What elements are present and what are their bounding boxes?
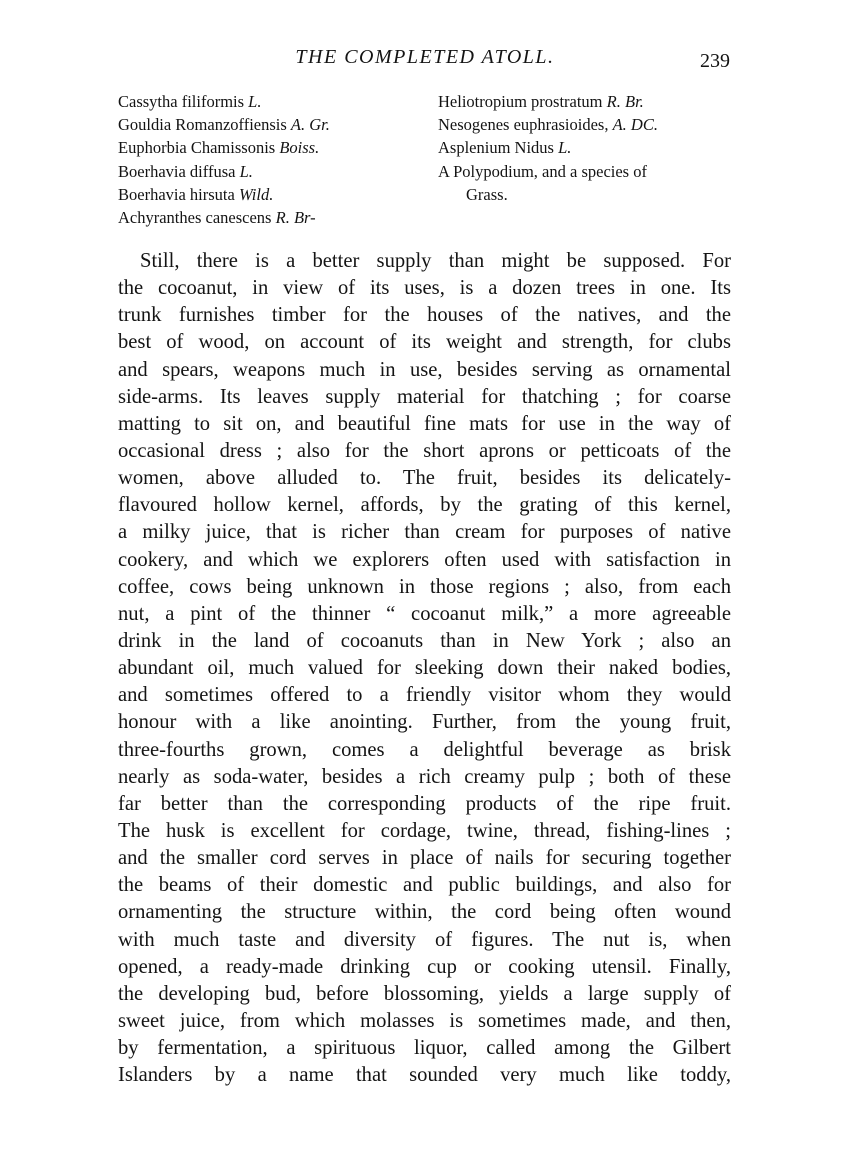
text-line: drink in the land of cocoanuts than in New York ; also an	[118, 629, 731, 652]
text-line: nearly as soda-water, besides a rich creamy pulp ; both of these	[118, 765, 731, 788]
plant-entry	[118, 90, 428, 113]
text-line: opened, a ready-made drinking cup or cooking utensil. Finally,	[118, 955, 731, 978]
page-number: 239	[700, 50, 730, 72]
text-line: side-arms. Its leaves supply material for thatching ; for coarse	[118, 385, 731, 408]
text-line: ornamenting the structure within, the cord being often wound	[118, 901, 731, 924]
plant-entry	[118, 113, 428, 136]
plant-entry	[118, 206, 428, 229]
text-line: far better than the corresponding products of the ripe fruit.	[118, 792, 731, 815]
plant-authority: L.	[558, 138, 572, 158]
text-line: Islanders by a name that sounded very much like toddy,	[118, 1064, 731, 1087]
plant-entry	[118, 136, 428, 159]
plant-name: Euphorbia Chamissonis	[118, 138, 276, 158]
plant-name: Grass.	[466, 184, 508, 204]
plant-entry	[118, 160, 428, 183]
text-line: The husk is excellent for cordage, twine, thread, fishing-lines ;	[118, 819, 731, 842]
page-header	[0, 46, 850, 76]
text-line: best of wood, on account of its weight and strength, for clubs	[118, 331, 731, 354]
text-line: with much taste and diversity of figures. The nut is, when	[118, 928, 731, 951]
plant-name: Achyranthes canescens	[118, 208, 272, 228]
plant-entry	[438, 136, 738, 159]
text-line: and spears, weapons much in use, besides serving as ornamental	[118, 358, 731, 381]
plant-authority: L.	[248, 92, 262, 111]
text-line: trunk furnishes timber for the houses of the natives, and the	[118, 304, 731, 327]
running-title: THE COMPLETED ATOLL.	[295, 46, 555, 68]
plant-name: A Polypodium, and a species of	[438, 161, 647, 181]
plant-authority: L.	[239, 161, 253, 181]
plant-entry	[438, 113, 738, 136]
plant-authority: Boiss.	[279, 138, 320, 158]
plant-name: Gouldia Romanzoffiensis	[118, 115, 287, 135]
text-line: and the smaller cord serves in place of nails for securing together	[118, 847, 731, 870]
plant-authority: R. Br.	[606, 92, 644, 111]
body-paragraph	[118, 248, 731, 1089]
text-line: coffee, cows being unknown in those regions ; also, from each	[118, 575, 731, 598]
text-line: flavoured hollow kernel, affords, by the grating of this kernel,	[118, 494, 731, 517]
plant-name: Boerhavia hirsuta	[118, 184, 235, 204]
text-line: abundant oil, much valued for sleeking down their naked bodies,	[118, 657, 731, 680]
text-line: the developing bud, before blossoming, yields a large supply of	[118, 982, 731, 1005]
text-line: nut, a pint of the thinner “ cocoanut milk,” a more agreeable	[118, 602, 731, 625]
plant-name: Boerhavia diffusa	[118, 161, 236, 181]
text-line: Still, there is a better supply than might be supposed. For	[140, 250, 731, 272]
plant-authority: A. DC.	[612, 115, 658, 135]
text-line: honour with a like anointing. Further, from the young fruit,	[118, 711, 731, 734]
plant-entry	[438, 90, 738, 113]
text-line: sweet juice, from which molasses is sometimes made, and then,	[118, 1009, 731, 1032]
text-line: and sometimes offered to a friendly visitor whom they would	[118, 684, 731, 707]
plant-name: Asplenium Nidus	[438, 138, 554, 158]
plant-authority: A. Gr.	[290, 115, 330, 135]
text-line: cookery, and which we explorers often used with satisfaction in	[118, 548, 731, 571]
text-line: the beams of their domestic and public buildings, and also for	[118, 874, 731, 897]
plant-name: Nesogenes euphrasioides,	[438, 115, 609, 135]
plant-authority: Wild.	[238, 184, 274, 204]
plant-name: Heliotropium prostratum	[438, 92, 603, 111]
plant-list-left-column	[118, 90, 428, 229]
text-line: matting to sit on, and beautiful fine mats for use in the way of	[118, 412, 731, 435]
text-line: a milky juice, that is richer than cream for purposes of native	[118, 521, 731, 544]
text-line: by fermentation, a spirituous liquor, called among the Gilbert	[118, 1037, 731, 1060]
text-line: the cocoanut, in view of its uses, is a dozen trees in one. Its	[118, 277, 731, 300]
text-line: women, above alluded to. The fruit, besides its delicately-	[118, 467, 731, 490]
plant-entry	[438, 160, 738, 183]
plant-name: Cassytha filiformis	[118, 92, 245, 111]
plant-entry	[118, 183, 428, 206]
plant-list-right-column	[438, 90, 738, 206]
text-line: occasional dress ; also for the short aprons or petticoats of the	[118, 439, 731, 462]
plant-authority: R. Br-	[275, 208, 316, 228]
text-line: three-fourths grown, comes a delightful beverage as brisk	[118, 738, 731, 761]
plant-entry	[438, 183, 738, 206]
